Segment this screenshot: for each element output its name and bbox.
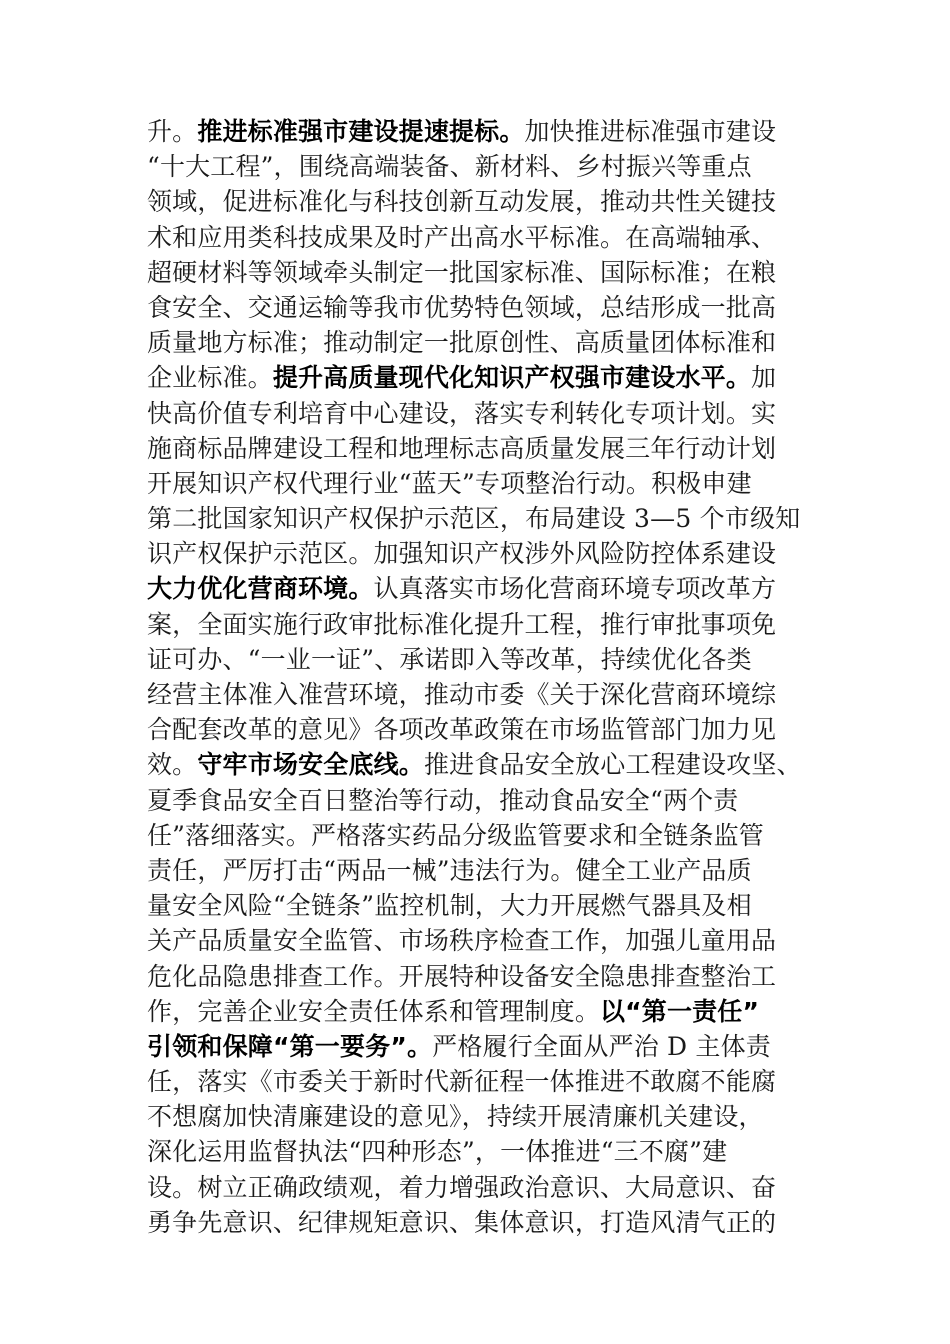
body-text: 经营主体准入准营环境，推动市委《关于深化营商环境综 [147, 680, 777, 709]
body-text: 合配套改革的意见》各项改革政策在市场监管部门加力见 [147, 715, 777, 745]
text-line [147, 255, 827, 290]
body-text: 不想腐加快清廉建设的意见》，持续开展清廉机关建设， [147, 1102, 764, 1132]
body-text: 案，全面实施行政审批标准化提升工程，推行审批事项免 [147, 609, 777, 639]
body-text: 术和应用类科技成果及时产出高水平标准。在高端轴承、 [147, 222, 777, 252]
text-line [147, 360, 827, 395]
body-text: 升。 [147, 117, 198, 146]
text-line [147, 1170, 827, 1205]
body-text: 责任，严厉打击“两品一械”违法行为。健全工业产品质 [147, 855, 752, 885]
body-text: 设。树立正确政绩观，着力增强政治意识、大局意识、奋 [147, 1172, 777, 1202]
body-text: 食安全、交通运输等我市优势特色领域，总结形成一批高 [147, 292, 777, 322]
body-text: 认真落实市场化营商环境专项改革方 [373, 574, 777, 604]
text-line [147, 607, 827, 642]
text-line [147, 220, 827, 255]
bold-heading-text: 大力优化营商环境。 [147, 574, 374, 604]
bold-heading-text: 推进标准强市建设提速提标。 [197, 117, 525, 146]
body-text: 勇争先意识、纪律规矩意识、集体意识，打造风清气正的 [147, 1207, 777, 1237]
text-line [147, 1134, 827, 1169]
body-text: 作，完善企业安全责任体系和管理制度。 [147, 996, 601, 1026]
body-text: 关产品质量安全监管、市场秩序检查工作，加强儿童用品 [147, 926, 777, 956]
text-line [147, 571, 827, 606]
text-line [147, 677, 827, 712]
text-line [147, 466, 827, 501]
body-text: 量安全风险“全链条”监控机制，大力开展燃气器具及相 [147, 891, 752, 921]
text-line [147, 396, 827, 431]
body-text: 深化运用监督执法“四种形态”，一体推进“三不腐”建 [147, 1137, 728, 1167]
body-text: 任”落细落实。严格落实药品分级监管要求和全链条监管 [147, 820, 764, 850]
text-line [147, 114, 827, 149]
bold-heading-text: 引领和保障“第一要务”。 [147, 1031, 433, 1061]
text-line [147, 325, 827, 360]
body-text: 推进食品安全放心工程建设攻坚、 [424, 750, 802, 780]
text-line [147, 818, 827, 853]
text-line [147, 783, 827, 818]
body-text: 夏季食品安全百日整治等行动，推动食品安全“两个责 [147, 785, 739, 815]
body-text: 质量地方标准；推动制定一批原创性、高质量团体标准和 [147, 328, 777, 358]
text-line [147, 501, 827, 536]
body-text: 任，落实《市委关于新时代新征程一体推进不敢腐不能腐 [147, 1067, 777, 1097]
bold-heading-text: 提升高质量现代化知识产权强市建设水平。 [272, 363, 752, 393]
text-line [147, 184, 827, 219]
body-text: 企业标准。 [147, 363, 273, 393]
text-line [147, 536, 827, 571]
text-line [147, 959, 827, 994]
text-line [147, 712, 827, 747]
body-text: 加 [751, 363, 777, 393]
body-text: 识产权保护示范区。加强知识产权涉外风险防控体系建设 [147, 539, 777, 569]
text-line [147, 290, 827, 325]
body-text: 领域，促进标准化与科技创新互动发展，推动共性关键技 [147, 187, 777, 217]
body-text: 证可办、“一业一证”、承诺即入等改革，持续优化各类 [147, 644, 752, 674]
body-text: 超硬材料等领域牵头制定一批国家标准、国际标准；在粮 [147, 257, 777, 287]
body-text: 严格履行全面从严治 D 主体责 [432, 1031, 771, 1061]
body-text: 加快推进标准强市建设 [524, 117, 777, 146]
bold-heading-text: 守牢市场安全底线。 [197, 750, 424, 780]
body-text: “十大工程”，围绕高端装备、新材料、乡村振兴等重点 [147, 152, 752, 182]
body-text: 施商标品牌建设工程和地理标志高质量发展三年行动计划 [147, 433, 777, 463]
body-text: 开展知识产权代理行业“蓝天”专项整治行动。积极申建 [147, 468, 752, 498]
text-line [147, 1205, 827, 1240]
text-line [147, 747, 827, 782]
text-line [147, 1064, 827, 1099]
document-body [147, 114, 827, 1240]
text-line [147, 888, 827, 923]
text-line [147, 431, 827, 466]
text-line [147, 149, 827, 184]
text-line [147, 994, 827, 1029]
text-line [147, 853, 827, 888]
body-text: 快高价值专利培育中心建设，落实专利转化专项计划。实 [147, 398, 777, 428]
body-text: 效。 [147, 750, 198, 780]
body-text: 第二批国家知识产权保护示范区，布局建设 3—5 个市级知 [147, 504, 801, 534]
text-line [147, 1029, 827, 1064]
text-line [147, 1099, 827, 1134]
text-line [147, 642, 827, 677]
body-text: 危化品隐患排查工作。开展特种设备安全隐患排查整治工 [147, 961, 777, 991]
bold-heading-text: 以“第一责任” [600, 996, 760, 1026]
text-line [147, 923, 827, 958]
